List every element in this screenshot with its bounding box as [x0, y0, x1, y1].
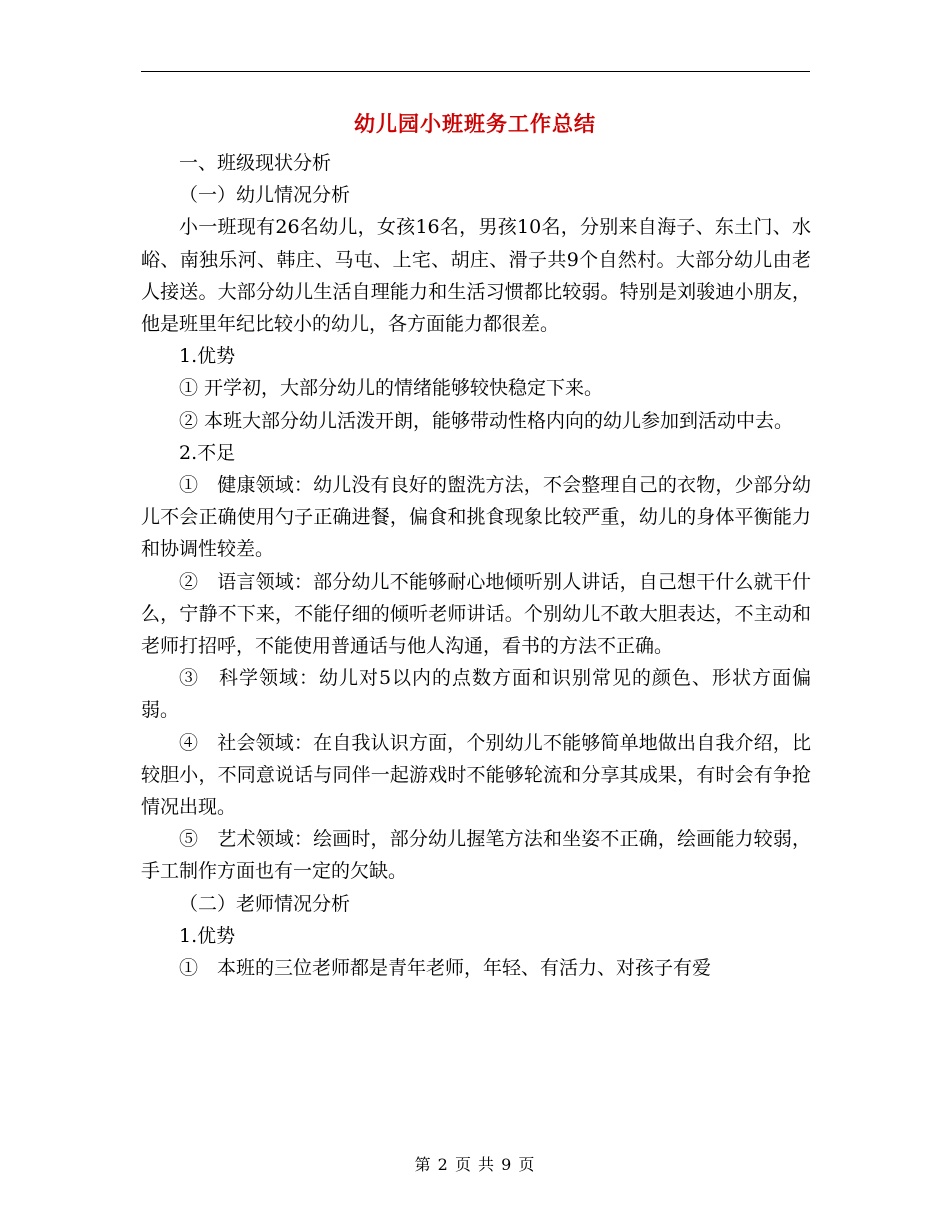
section-heading: 一、班级现状分析 — [179, 152, 332, 174]
subsection-heading: （一）幼儿情况分析 — [179, 184, 351, 207]
page-footer: 第 2 页 共 9 页 — [414, 1155, 536, 1174]
document-body — [141, 147, 811, 984]
list-item: ② 本班大部分幼儿活泼开朗，能够带动性格内向的幼儿参加到活动中去。 — [179, 409, 794, 432]
list-item: ③ 科学领域：幼儿对5以内的点数方面和识别常见的颜色、形状方面偏弱。 — [141, 667, 811, 722]
body-paragraph: 小一班现有26名幼儿，女孩16名，男孩10名，分别来自海子、东土门、水峪、南独乐河、韩庄、马屯、上宅、胡庄、滑子共9个自然村。大部分幼儿由老人接送。大部分幼儿生活自理能力和生活习惯都比较弱。特别是刘骏迪小朋友，他是班里年纪比较小的幼儿，各方面能力都很差。 — [141, 216, 811, 336]
list-item: ② 语言领域：部分幼儿不能够耐心地倾听别人讲话，自己想干什么就干什么，宁静不下来，不能仔细的倾听老师讲话。个别幼儿不敢大胆表达，不主动和老师打招呼，不能使用普通话与他人沟通，看书的方法不正确。 — [141, 570, 811, 658]
item-heading: 1.优势 — [179, 924, 236, 947]
subsection-heading: （二）老师情况分析 — [179, 892, 351, 915]
header-rule — [141, 71, 810, 72]
list-item: ① 健康领域：幼儿没有良好的盥洗方法，不会整理自己的衣物，少部分幼儿不会正确使用勺子正确进餐，偏食和挑食现象比较严重，幼儿的身体平衡能力和协调性较差。 — [141, 474, 811, 561]
item-heading: 2.不足 — [179, 441, 236, 464]
item-heading: 1.优势 — [179, 345, 236, 368]
list-item: ① 本班的三位老师都是青年老师，年轻、有活力、对孩子有爱 — [179, 957, 712, 980]
list-item: ⑤ 艺术领域：绘画时，部分幼儿握笔方法和坐姿不正确，绘画能力较弱，手工制作方面也有一定的欠缺。 — [141, 828, 811, 883]
document-title: 幼儿园小班班务工作总结 — [354, 111, 596, 136]
list-item: ① 开学初，大部分幼儿的情绪能够较快稳定下来。 — [179, 377, 604, 400]
list-item: ④ 社会领域：在自我认识方面，个别幼儿不能够简单地做出自我介绍，比较胆小，不同意说话与同伴一起游戏时不能够轮流和分享其成果，有时会有争抢情况出现。 — [141, 731, 811, 819]
